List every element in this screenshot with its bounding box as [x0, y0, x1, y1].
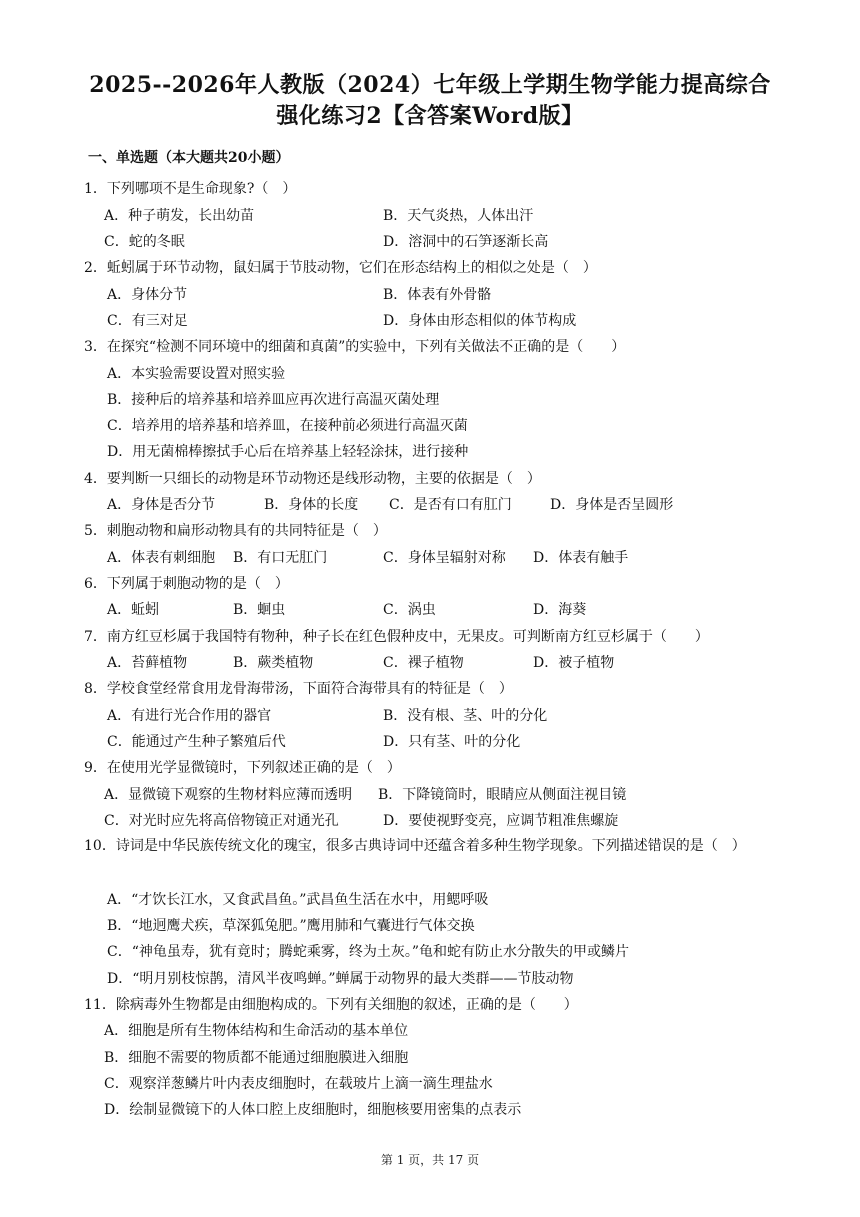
question-stem: 7．南方红豆杉属于我国特有物种，种子长在红色假种皮中，无果皮。可判断南方红豆杉属于（ ）: [84, 629, 709, 645]
page-title: 2025--2026年人教版（2024）七年级上学期生物学能力提高综合强化练习2【含答案Word版】: [89, 72, 771, 129]
question-stem: 9．在使用光学显微镜时，下列叙述正确的是（ ）: [84, 760, 401, 776]
option: C．有三对足: [107, 313, 188, 329]
option: D．身体由形态相似的体节构成: [383, 313, 577, 329]
option: C．培养用的培养基和培养皿，在接种前必须进行高温灭菌: [107, 418, 468, 434]
question-stem: 2．蚯蚓属于环节动物，鼠妇属于节肢动物，它们在形态结构上的相似之处是（ ）: [84, 260, 597, 276]
option: D．海葵: [533, 602, 587, 618]
option: C．对光时应先将高倍物镜正对通光孔: [104, 813, 339, 829]
question-stem: 4．要判断一只细长的动物是环节动物还是线形动物，主要的依据是（ ）: [84, 471, 541, 487]
option: B．没有根、茎、叶的分化: [383, 708, 548, 724]
option: C．能通过产生种子繁殖后代: [107, 734, 286, 750]
option: B．下降镜筒时，眼睛应从侧面注视目镜: [378, 787, 627, 803]
question-stem: 3．在探究“检测不同环境中的细菌和真菌”的实验中，下列有关做法不正确的是（ ）: [84, 339, 626, 355]
option: D．绘制显微镜下的人体口腔上皮细胞时，细胞核要用密集的点表示: [104, 1102, 522, 1118]
question-stem: 11．除病毒外生物都是由细胞构成的。下列有关细胞的叙述，正确的是（ ）: [84, 997, 578, 1013]
option: B．接种后的培养基和培养皿应再次进行高温灭菌处理: [107, 392, 440, 408]
option: A．种子萌发，长出幼苗: [104, 208, 255, 224]
option: A．身体分节: [107, 287, 188, 303]
option: B．身体的长度: [264, 497, 359, 513]
question-stem: 6．下列属于刺胞动物的是（ ）: [84, 576, 289, 592]
option: C．是否有口有肛门: [389, 497, 512, 513]
option: B．天气炎热，人体出汗: [383, 208, 534, 224]
option: D．“明月别枝惊鹊，清风半夜鸣蝉。”蝉属于动物界的最大类群——节肢动物: [107, 971, 574, 987]
option: C．蛇的冬眠: [104, 234, 185, 250]
option: A．本实验需要设置对照实验: [107, 366, 286, 382]
option: A．“才饮长江水，又食武昌鱼。”武昌鱼生活在水中，用鳃呼吸: [107, 892, 489, 908]
option: D．用无菌棉棒擦拭手心后在培养基上轻轻涂抹，进行接种: [107, 444, 469, 460]
option: D．身体是否呈圆形: [550, 497, 674, 513]
option: D．溶洞中的石笋逐渐长高: [383, 234, 549, 250]
option: D．只有茎、叶的分化: [383, 734, 521, 750]
option: A．显微镜下观察的生物材料应薄而透明: [104, 787, 353, 803]
option: D．体表有触手: [533, 550, 629, 566]
option: B．细胞不需要的物质都不能通过细胞膜进入细胞: [104, 1050, 409, 1066]
option: C．观察洋葱鳞片叶内表皮细胞时，在载玻片上滴一滴生理盐水: [104, 1076, 493, 1092]
option: B．有口无肛门: [233, 550, 328, 566]
option: C．身体呈辐射对称: [383, 550, 506, 566]
option: D．被子植物: [533, 655, 615, 671]
option: C．裸子植物: [383, 655, 464, 671]
option: C．“神龟虽寿，犹有竟时；腾蛇乘雾，终为土灰。”龟和蛇有防止水分散失的甲或鳞片: [107, 944, 630, 960]
option: A．有进行光合作用的器官: [107, 708, 272, 724]
question-stem: 5．刺胞动物和扁形动物具有的共同特征是（ ）: [84, 523, 387, 539]
option: D．要使视野变亮，应调节粗准焦螺旋: [383, 813, 619, 829]
option: A．体表有刺细胞: [107, 550, 216, 566]
option: B．体表有外骨骼: [383, 287, 492, 303]
section-heading: 一、单选题（本大题共20小题）: [88, 150, 290, 166]
option: A．蚯蚓: [107, 602, 160, 618]
question-stem: 10．诗词是中华民族传统文化的瑰宝，很多古典诗词中还蕴含着多种生物学现象。下列描述错误的是（ ）: [84, 838, 746, 854]
option: B．蕨类植物: [233, 655, 314, 671]
question-stem: 1．下列哪项不是生命现象?（ ）: [84, 181, 297, 197]
option: A．细胞是所有生物体结构和生命活动的基本单位: [104, 1023, 409, 1039]
option: B．蛔虫: [233, 602, 286, 618]
page-footer: 第 1 页，共 17 页: [380, 1153, 480, 1167]
option: C．涡虫: [383, 602, 436, 618]
option: A．苔藓植物: [107, 655, 188, 671]
option: B．“地迥鹰犬疾，草深狐兔肥。”鹰用肺和气囊进行气体交换: [107, 918, 475, 934]
option: A．身体是否分节: [107, 497, 216, 513]
question-stem: 8．学校食堂经常食用龙骨海带汤，下面符合海带具有的特征是（ ）: [84, 681, 513, 697]
